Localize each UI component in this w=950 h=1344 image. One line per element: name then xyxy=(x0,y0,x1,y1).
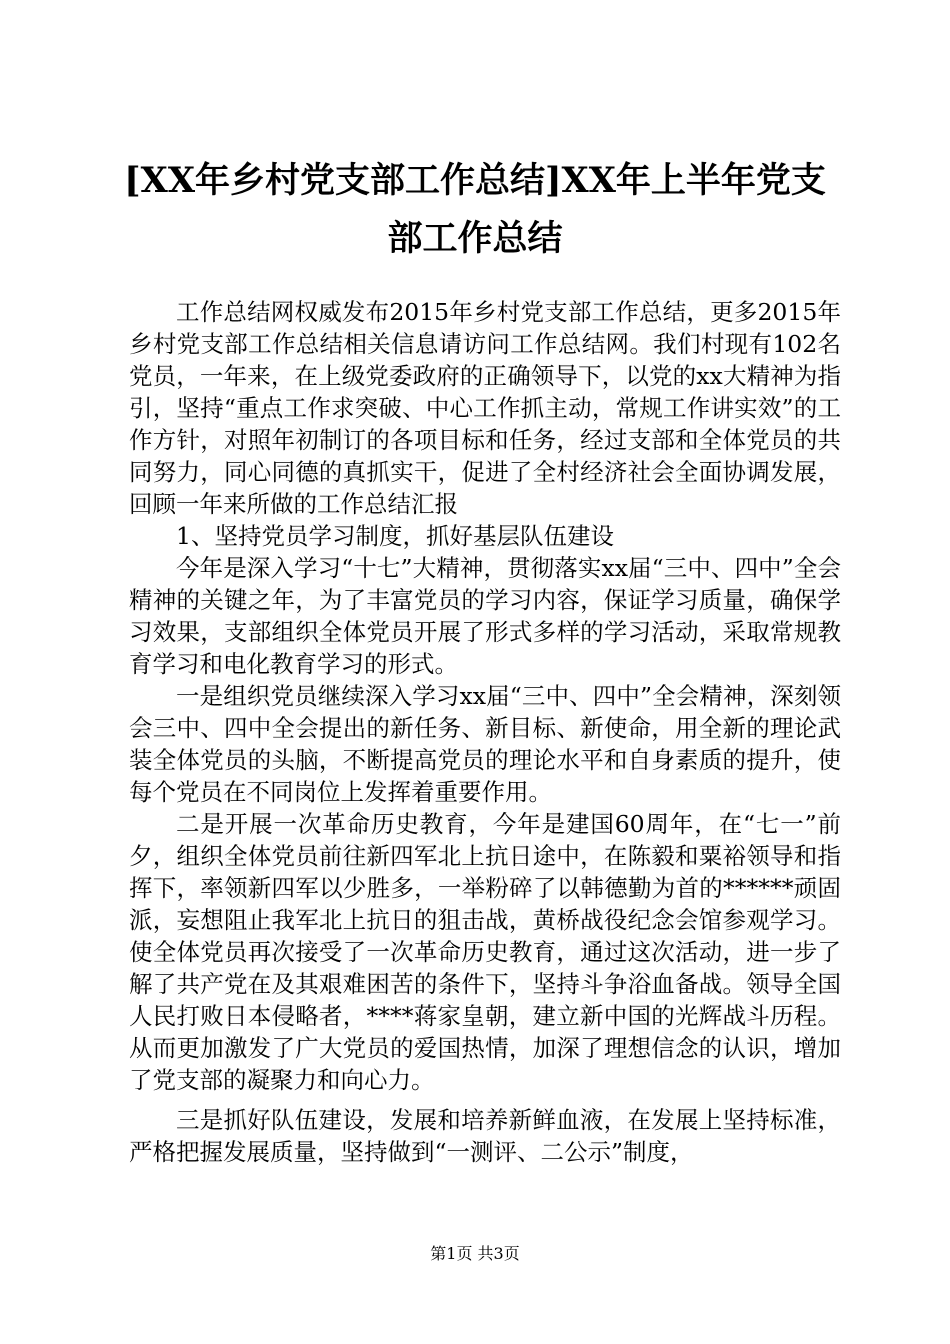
section-heading: 1、坚持党员学习制度，抓好基层队伍建设 xyxy=(176,522,614,550)
page-number-footer: 第1页 共3页 xyxy=(430,1244,520,1263)
document-body xyxy=(129,296,841,1168)
document-title: [XX年乡村党支部工作总结]XX年上半年党支部工作总结 xyxy=(124,160,826,259)
paragraph-study: 今年是深入学习“十七”大精神，贯彻落实xx届“三中、四中”全会精神的关键之年，为了丰富党员的学习内容，保证学习质量，确保学习效果，支部组织全体党员开展了形式多样的学习活动，采取常规教育学习和电化教育学习的形式。 xyxy=(129,554,841,678)
paragraph-intro: 工作总结网权威发布2015年乡村党支部工作总结，更多2015年乡村党支部工作总结相关信息请访问工作总结网。我们村现有102名党员，一年来，在上级党委政府的正确领导下，以党的xx大精神为指引，坚持“重点工作求突破、中心工作抓主动，常规工作讲实效”的工作方针，对照年初制订的各项目标和任务，经过支部和全体党员的共同努力，同心同德的真抓实干，促进了全村经济社会全面协调发展，回顾一年来所做的工作总结汇报 xyxy=(129,298,841,518)
paragraph-point-three: 三是抓好队伍建设，发展和培养新鲜血液，在发展上坚持标准，严格把握发展质量，坚持做到“一测评、二公示”制度， xyxy=(129,1106,841,1166)
paragraph-point-one: 一是组织党员继续深入学习xx届“三中、四中”全会精神，深刻领会三中、四中全会提出的新任务、新目标、新使命，用全新的理论武装全体党员的头脑，不断提高党员的理论水平和自身素质的提升，使每个党员在不同岗位上发挥着重要作用。 xyxy=(129,682,841,806)
paragraph-point-two: 二是开展一次革命历史教育，今年是建国60周年，在“七一”前夕，组织全体党员前往新四军北上抗日途中，在陈毅和粟裕领导和指挥下，率领新四军以少胜多，一举粉碎了以韩德勤为首的******顽固派，妄想阻止我军北上抗日的狙击战，黄桥战役纪念会馆参观学习。使全体党员再次接受了一次革命历史教育，通过这次活动，进一步了解了共产党在及其艰难困苦的条件下，坚持斗争浴血备战。领导全国人民打败日本侵略者，****蒋家皇朝，建立新中国的光辉战斗历程。从而更加激发了广大党员的爱国热情，加深了理想信念的认识，增加了党支部的凝聚力和向心力。 xyxy=(129,810,841,1094)
